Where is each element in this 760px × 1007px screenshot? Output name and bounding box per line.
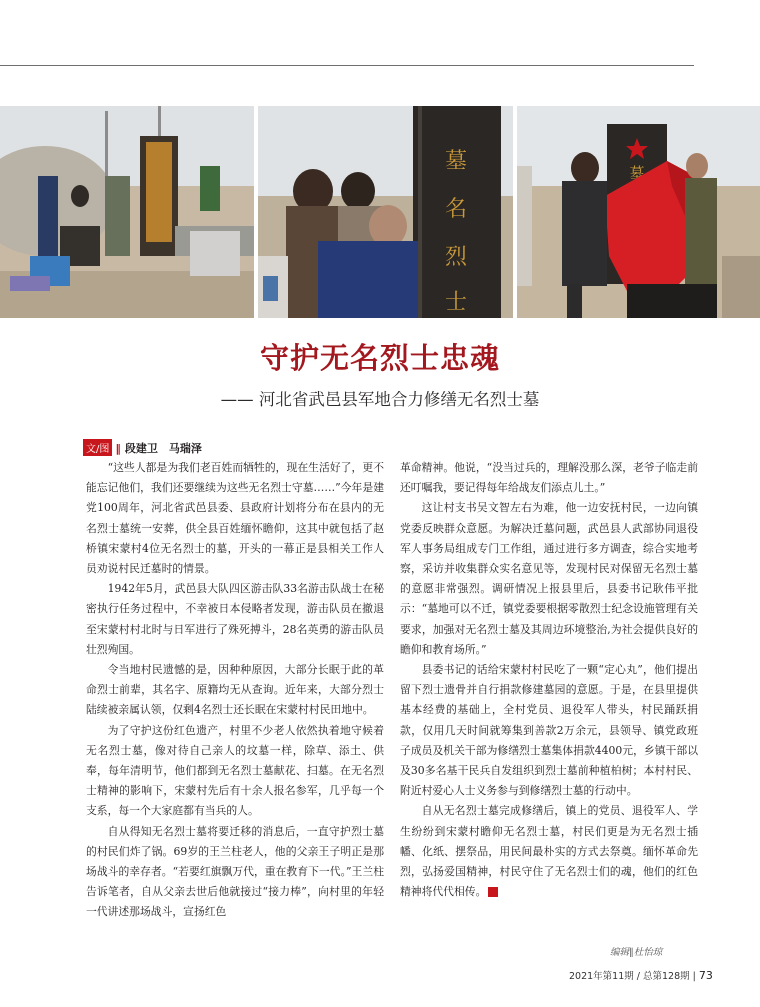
byline-tag: 文/图 xyxy=(83,439,112,456)
paragraph-final-text: 自从无名烈士墓完成修缮后，镇上的党员、退役军人、学生纷纷到宋蒙村瞻仰无名烈士墓，村民们更是为无名烈士插幡、化纸、摆祭品，用民间最朴实的方式去祭奠。缅怀革命先烈，弘扬爱国精神，村民守住了无名烈士们的魂，他们的红色精神将代代相传。 xyxy=(400,804,698,899)
paragraph: 1942年5月，武邑县大队四区游击队33名游击队战士在秘密执行任务过程中，不幸被日本侵略者发现，游击队员在撤退至宋蒙村村北时与日军进行了殊死搏斗，28名英勇的游击队员壮烈殉国。 xyxy=(86,582,384,656)
top-rule xyxy=(0,65,694,66)
body-column-right xyxy=(400,458,698,902)
editor-credit: 编辑∥杜怡琼 xyxy=(610,947,663,958)
byline-separator: ‖ xyxy=(115,442,121,455)
tombstone-char-2: 名 xyxy=(444,197,468,222)
photo-villagers-rebuilding-tomb xyxy=(0,106,254,318)
paragraph: 自从得知无名烈士墓将要迁移的消息后，一直守护烈士墓的村民们炸了锅。69岁的王兰柱老人，他的父亲王子明正是那场战斗的幸存者。“若要红旗飘万代，重在教育下一代。”王兰柱告诉笔者，自从父亲去世后他就接过“接力棒”，向村里的年轻一代讲述那场战斗，宣扬红色 xyxy=(86,824,384,919)
end-mark-icon: G xyxy=(488,887,498,897)
body-column-left xyxy=(86,458,384,923)
tombstone-char-3: 烈 xyxy=(444,245,468,270)
photo-cleaning-tombstone xyxy=(258,106,513,318)
paragraph: 这让村支书吴文智左右为难，他一边安抚村民，一边向镇党委反映群众意愿。为解决迁墓问题，武邑县人武部协同退役军人事务局组成专门工作组，通过进行多方调查，综合实地考察，采访并收集群众实名意见等，发现村民对保留无名烈士墓的意愿非常强烈。调研情况上报县里后，县委书记耿伟平批示：“墓地可以不迁，镇党委要根据零散烈士纪念设施管理有关要求，加强对无名烈士墓及其周边环境整治,为社会提供良好的瞻仰和教育场所。” xyxy=(400,501,698,656)
paragraph-final xyxy=(400,801,698,902)
byline-authors: 段建卫 马瑞泽 xyxy=(124,442,202,455)
photo-strip xyxy=(0,106,760,318)
footer-divider: | xyxy=(692,971,696,982)
paragraph: “这些人都是为我们老百姓而牺牲的，现在生活好了，更不能忘记他们，我们还要继续为这些无名烈士守墓……”今年是建党100周年，河北省武邑县委、县政府计划将分布在县内的无名烈士墓统一安葬，供全县百姓缅怀瞻仰，这其中就包括了赵桥镇宋蒙村4位无名烈士的墓，开头的一幕正是县相关工作人员劝说村民迁墓时的情景。 xyxy=(86,461,384,576)
tombstone-char-4: 士 xyxy=(444,290,468,315)
paragraph: 为了守护这份红色遗产，村里不少老人依然执着地守候着无名烈士墓，像对待自己亲人的坟墓一样，除草、添土、供奉，每年清明节，他们都到无名烈士墓献花、扫墓。在无名烈士精神的影响下，宋蒙村先后有十余人报名参军，几乎每一个支系，每一个大家庭都有当兵的人。 xyxy=(86,723,384,818)
paragraph: 县委书记的话给宋蒙村村民吃了一颗“定心丸”，他们提出留下烈士遗骨并自行捐款修建墓园的意愿。于是，在县里提供基本经费的基础上，全村党员、退役军人带头，村民踊跃捐款，仅用几天时间就筹集到善款2万余元，县领导、镇党政班子成员及机关干部为修缮烈士墓集体捐款4400元，乡镇干部以及30多名基干民兵自发组织到烈士墓前种植柏树；本村村民、附近村爱心人士义务参与到修缮烈士墓的行动中。 xyxy=(400,663,698,798)
article-title: 守护无名烈士忠魂 xyxy=(259,341,500,375)
page-footer xyxy=(569,968,713,982)
issue-info: 2021年第11期 / 总第128期 xyxy=(569,971,690,982)
byline xyxy=(83,439,202,456)
tombstone-char-1: 墓 xyxy=(444,149,468,174)
photo-unveiling-tomb xyxy=(517,106,760,318)
paragraph-continued: 革命精神。他说，“没当过兵的，理解没那么深，老爷子临走前还叮嘱我，要记得每年给战友们添点儿土。” xyxy=(400,461,698,495)
unveil-tombstone-char: 墓 xyxy=(629,164,645,182)
page-number: 73 xyxy=(698,969,713,982)
paragraph: 令当地村民遗憾的是，因种种原因，大部分长眠于此的革命烈士前辈，其名字、原籍均无从查询。近年来，大部分烈士陆续被亲属认领，仅剩4名烈士还长眠在宋蒙村村民田地中。 xyxy=(86,663,384,717)
article-subtitle: —— 河北省武邑县军地合力修缮无名烈士墓 xyxy=(220,390,540,409)
